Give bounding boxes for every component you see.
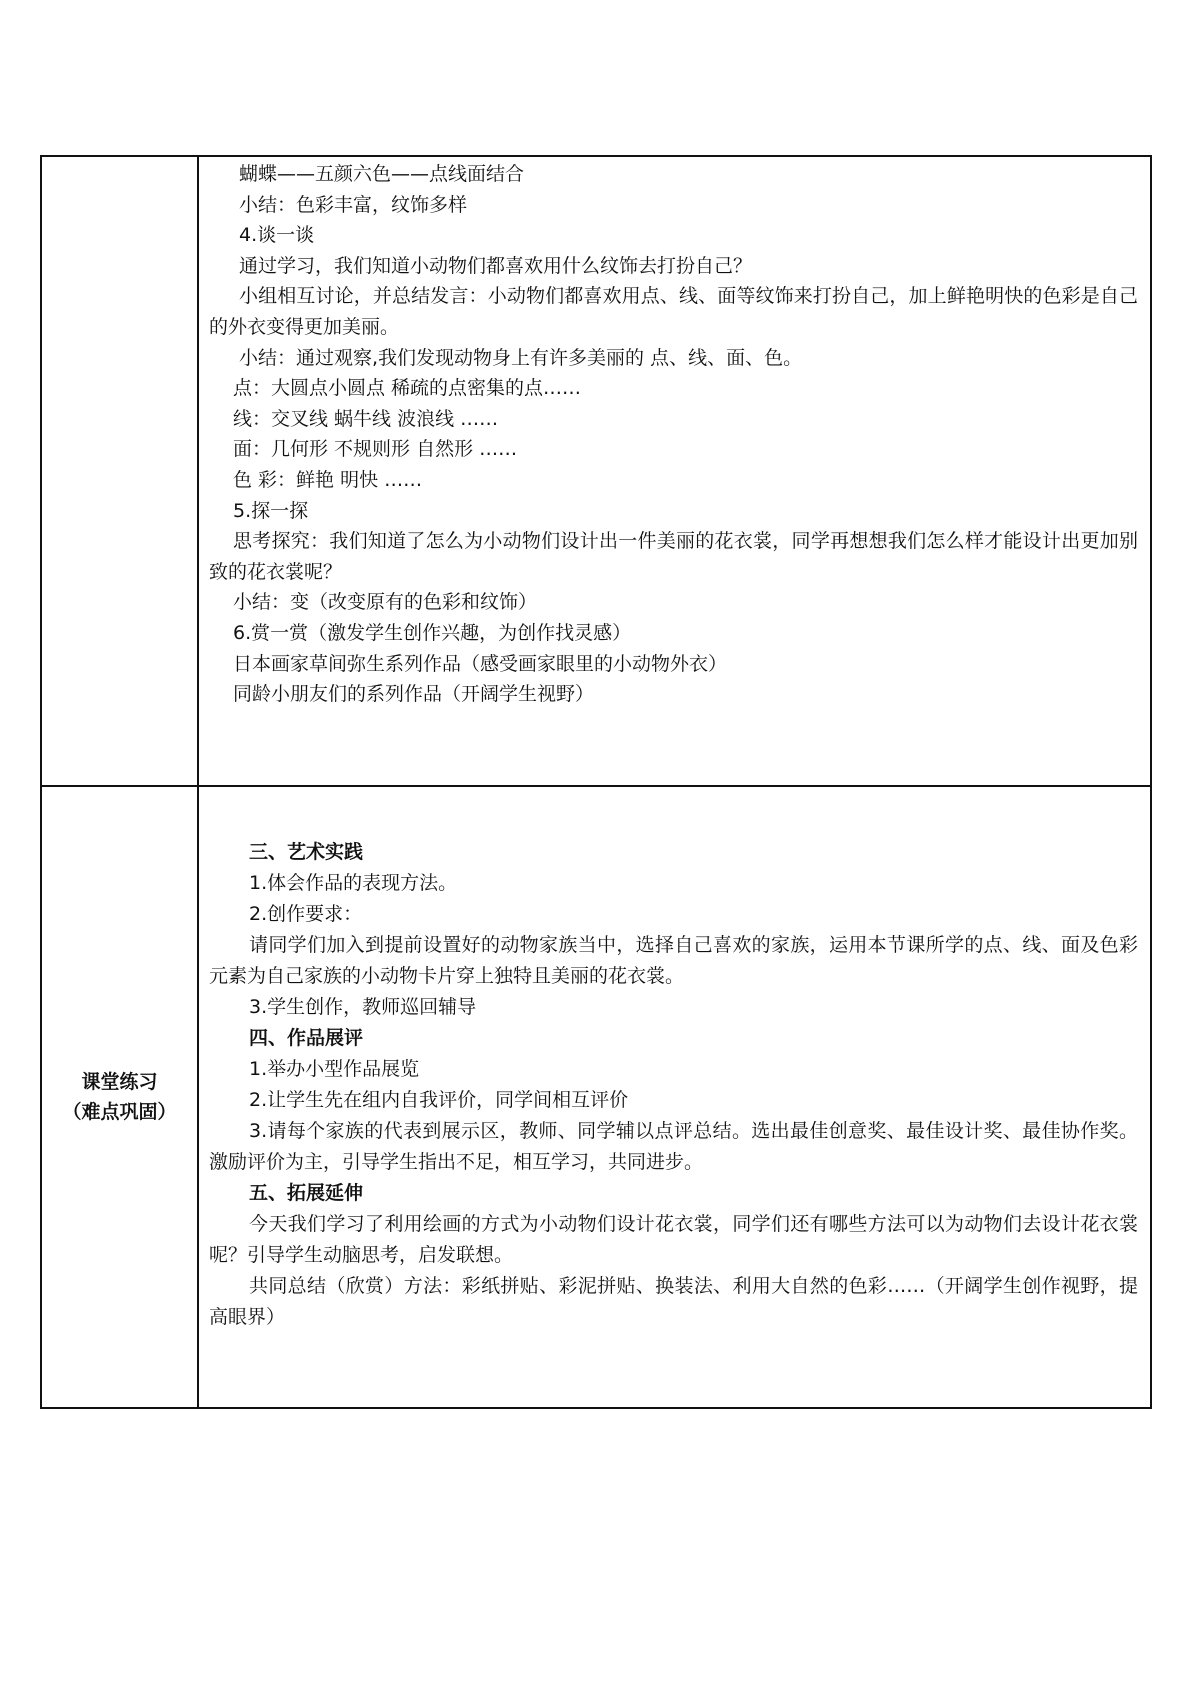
content-cell [198, 156, 1151, 786]
label-cell-empty [41, 156, 198, 786]
text-line: 通过学习，我们知道小动物们都喜欢用什么纹饰去打扮自己？ [239, 254, 753, 277]
summary-line: 小结：色彩丰富，纹饰多样 [239, 193, 468, 216]
text-line: 蝴蝶——五颜六色——点线面结合 [239, 163, 525, 185]
lesson-plan-table [40, 155, 1152, 1409]
section-heading: 5.探一探 [233, 499, 309, 522]
list-item: 点：大圆点小圆点 稀疏的点密集的点…… [233, 377, 582, 400]
activity-content [199, 157, 1150, 710]
paragraph: 共同总结（欣赏）方法：彩纸拼贴、彩泥拼贴、换装法、利用大自然的色彩……（开阔学生创作视野，提高眼界） [209, 1275, 1138, 1328]
paragraph: 思考探究：我们知道了怎么为小动物们设计出一件美丽的花衣裳，同学再想想我们怎么样才能设计出更加别致的花衣裳呢？ [209, 530, 1138, 583]
table-row [41, 786, 1151, 1408]
text-line: 同龄小朋友们的系列作品（开阔学生视野） [233, 683, 595, 706]
list-item: 线：交叉线 蜗牛线 波浪线 …… [233, 407, 499, 430]
text-line: 1.举办小型作品展览 [249, 1058, 420, 1080]
paragraph: 请同学们加入到提前设置好的动物家族当中，选择自己喜欢的家族，运用本节课所学的点、线、面及色彩元素为自己家族的小动物卡片穿上独特且美丽的花衣裳。 [209, 934, 1138, 987]
row-label: 课堂练习 [81, 1071, 158, 1093]
practice-content [199, 787, 1150, 1333]
row-sublabel: （难点巩固） [62, 1101, 177, 1123]
section-heading: 4.谈一谈 [239, 224, 315, 247]
content-cell [198, 786, 1151, 1408]
section-heading: 五、拓展延伸 [249, 1182, 364, 1204]
label-cell [41, 786, 198, 1408]
text-line: 2.创作要求： [249, 903, 363, 925]
table-row [41, 156, 1151, 786]
summary-line: 小结：变（改变原有的色彩和纹饰） [233, 591, 538, 614]
section-heading: 6.赏一赏（激发学生创作兴趣，为创作找灵感） [233, 621, 632, 644]
paragraph: 小组相互讨论，并总结发言：小动物们都喜欢用点、线、面等纹饰来打扮自己，加上鲜艳明快的色彩是自己的外衣变得更加美丽。 [209, 285, 1138, 338]
paragraph: 今天我们学习了利用绘画的方式为小动物们设计花衣裳，同学们还有哪些方法可以为动物们去设计花衣裳呢？引导学生动脑思考，启发联想。 [209, 1213, 1138, 1266]
list-item: 色 彩：鲜艳 明快 …… [233, 468, 423, 491]
list-item: 面：几何形 不规则形 自然形 …… [233, 438, 518, 461]
summary-line: 小结：通过观察,我们发现动物身上有许多美丽的 点、线、面、色。 [239, 346, 803, 369]
paragraph: 3.请每个家族的代表到展示区，教师、同学辅以点评总结。选出最佳创意奖、最佳设计奖、最佳协作奖。激励评价为主，引导学生指出不足，相互学习，共同进步。 [209, 1120, 1138, 1173]
text-line: 1.体会作品的表现方法。 [249, 872, 458, 894]
section-heading: 四、作品展评 [249, 1027, 364, 1049]
text-line: 3.学生创作，教师巡回辅导 [249, 996, 477, 1018]
text-line: 日本画家草间弥生系列作品（感受画家眼里的小动物外衣） [233, 652, 728, 675]
text-line: 2.让学生先在组内自我评价，同学间相互评价 [249, 1089, 629, 1111]
section-heading: 三、艺术实践 [249, 841, 364, 863]
